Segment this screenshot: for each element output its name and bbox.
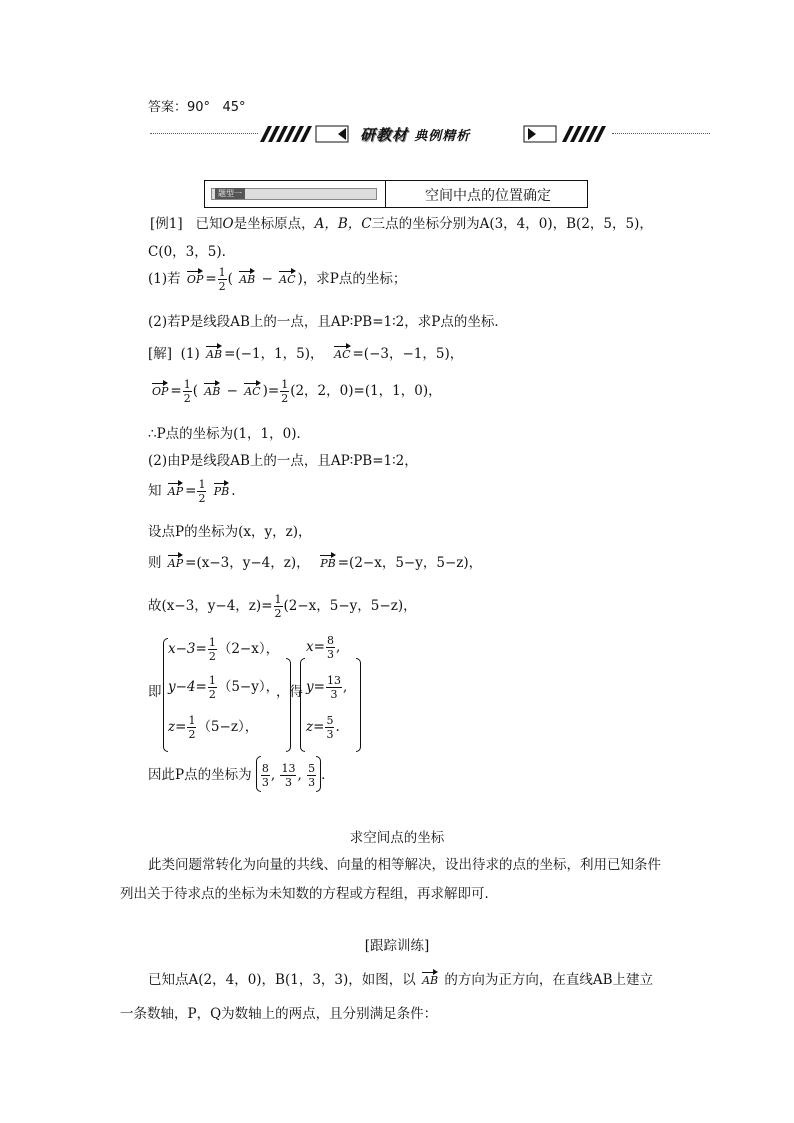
solution-ab-value: =(−1，1，5)， xyxy=(224,346,324,362)
result-y-label: y= xyxy=(306,679,325,695)
equation-1-left: x−3= xyxy=(168,641,207,657)
fraction-half xyxy=(208,674,217,701)
frac-den: 2 xyxy=(188,728,196,741)
result-brace-right xyxy=(356,658,361,752)
fraction-half xyxy=(280,378,289,405)
system-mid: ，得 xyxy=(276,684,303,700)
answer-line xyxy=(148,96,246,115)
equation-2 xyxy=(168,674,279,701)
system-brace-right xyxy=(286,658,291,752)
solution-line-6: 设点P的坐标为(x，y，z)， xyxy=(148,524,312,540)
banner-dotted-right xyxy=(612,133,710,134)
equation-3-right: （5−z）， xyxy=(197,719,259,735)
result-z: z= $\frac{5}{3}$ . xyxy=(306,714,340,741)
answer-value-2: 45° xyxy=(222,100,246,115)
equation-3-left: z= xyxy=(168,719,187,735)
frac-num: 13 xyxy=(281,762,296,775)
paren-left xyxy=(256,756,261,792)
example-text: 已知 xyxy=(195,216,223,232)
final-answer xyxy=(148,762,335,789)
practice-text: 的方向为正方向，在直线AB上建立 xyxy=(444,972,654,988)
solution-prefix: 故(x−3，y−4，z)= xyxy=(148,598,273,614)
banner-title-main: 研教材 xyxy=(360,126,409,144)
fraction-13-3 xyxy=(280,762,296,789)
frac-den: 3 xyxy=(284,776,292,789)
fraction-8-3 xyxy=(326,634,335,661)
final-coordinates: $\frac{8}{3}$ , $\frac{13}{3}$ , $\frac{5}{3}$ xyxy=(256,762,321,789)
solution-prefix: 知 xyxy=(148,483,162,499)
vector-ap: AP xyxy=(168,553,183,570)
practice-text: 已知点A(2，4，0)，B(1，3，3)，如图，以 xyxy=(148,972,416,988)
topic-box xyxy=(204,180,588,208)
question-1-suffix: ，求P点的坐标； xyxy=(302,271,407,287)
vector-op: OP xyxy=(152,381,168,398)
frac-den: 2 xyxy=(218,280,226,293)
equation-3 xyxy=(168,714,258,741)
vector-ac: AC xyxy=(279,269,295,286)
frac-den: 3 xyxy=(330,688,338,701)
solution-op-value: (2，2，0)=(1，1，0)， xyxy=(290,383,442,399)
section-banner xyxy=(150,124,710,144)
fraction-half xyxy=(208,636,217,663)
frac-den: 2 xyxy=(274,607,282,620)
frac-num: 1 xyxy=(183,378,191,391)
method-line-1: 此类问题常转化为向量的共线、向量的相等解决，设出待求的点的坐标，利用已知条件 xyxy=(148,857,661,873)
fraction-8-3 xyxy=(261,762,270,789)
equation-1 xyxy=(168,636,279,663)
equation-2-right: （5−y）， xyxy=(217,679,280,695)
banner-right-ornament xyxy=(522,124,612,144)
final-suffix: ． xyxy=(321,767,335,783)
frac-num: 1 xyxy=(281,378,289,391)
banner-title xyxy=(360,124,470,145)
result-system xyxy=(292,630,372,760)
vector-ab: AB xyxy=(206,344,222,361)
method-line-2: 列出关于待求点的坐标为未知数的方程或方程组，再求解即可． xyxy=(120,886,498,902)
example-letter-o: O xyxy=(222,216,234,232)
equation-1-right: （2−x）， xyxy=(217,641,280,657)
practice-title: [跟踪训练] xyxy=(364,938,430,954)
example-line-2: C(0，3，5). xyxy=(148,244,226,260)
solution-line-3: ∴P点的坐标为(1，1，0)． xyxy=(148,426,310,442)
result-z-label: z= xyxy=(306,719,325,735)
frac-num: 13 xyxy=(326,674,341,687)
frac-den: 3 xyxy=(326,648,334,661)
fraction-13-3 xyxy=(326,674,342,701)
solution-ap-value: =(x−3，y−4，z)， xyxy=(185,555,310,571)
frac-num: 1 xyxy=(188,714,196,727)
solution-line-7 xyxy=(148,551,482,571)
frac-num: 1 xyxy=(218,266,226,279)
solution-suffix: (2−x，5−y，5−z)， xyxy=(283,598,417,614)
frac-den: 3 xyxy=(326,728,334,741)
vector-ac: AC xyxy=(244,381,260,398)
frac-num: 8 xyxy=(261,762,269,775)
frac-num: 8 xyxy=(326,634,334,647)
example-letters-abc: A，B，C xyxy=(314,216,372,232)
question-1-prefix: (1)若 xyxy=(148,271,181,287)
question-1: (1)若 OP = $\frac{1}{2}$ ( AB − AC )，求P点的坐标； xyxy=(148,266,407,293)
solution-line-4: (2)由P是线段AB上的一点，且AP∶PB=1∶2， xyxy=(148,453,418,469)
result-x-label: x= xyxy=(306,639,325,655)
topic-divider xyxy=(385,181,386,207)
fraction-half xyxy=(183,378,192,405)
frac-num: 5 xyxy=(326,714,334,727)
vector-ab: AB xyxy=(239,269,255,286)
result-y: y= $\frac{13}{3}$ , xyxy=(306,674,348,701)
frac-num: 1 xyxy=(198,478,206,491)
vector-ab: AB xyxy=(204,381,220,398)
example-text: 是坐标原点， xyxy=(233,216,315,232)
solution-prefix: 则 xyxy=(148,555,162,571)
paren-right xyxy=(316,756,321,792)
final-prefix: 因此P点的坐标为 xyxy=(148,767,252,783)
topic-title: 空间中点的位置确定 xyxy=(425,188,551,204)
frac-num: 1 xyxy=(274,593,282,606)
vector-op: OP xyxy=(187,269,203,286)
example-label: [例1] xyxy=(150,216,183,232)
system-prefix: 即 xyxy=(148,684,162,700)
frac-den: 2 xyxy=(281,392,289,405)
solution-label: [解] xyxy=(148,346,173,362)
frac-den: 2 xyxy=(208,688,216,701)
example-text: 三点的坐标分别为 xyxy=(371,216,480,232)
frac-den: 2 xyxy=(183,392,191,405)
fraction-5-3 xyxy=(307,762,316,789)
question-2: (2)若P是线段AB上的一点，且AP∶PB=1∶2，求P点的坐标． xyxy=(148,314,508,330)
fraction-half xyxy=(218,266,227,293)
frac-den: 3 xyxy=(308,776,316,789)
method-title: 求空间点的坐标 xyxy=(349,830,445,846)
vector-ac: AC xyxy=(334,344,350,361)
solution-line-8 xyxy=(148,593,417,620)
frac-num: 1 xyxy=(208,636,216,649)
solution-line-2: OP = $\frac{1}{2}$ ( AB − AC )= $\frac{1}{2}$ (2，2，0)=(1，1，0)， xyxy=(152,378,442,405)
vector-pb: PB xyxy=(214,481,230,498)
banner-dotted-left xyxy=(150,133,258,134)
example-line-1 xyxy=(150,212,653,232)
solution-pb-value: =(2−x，5−y，5−z)， xyxy=(337,555,483,571)
practice-line-2: 一条数轴，P，Q为数轴上的两点，且分别满足条件： xyxy=(120,1006,438,1022)
vector-pb: PB xyxy=(320,553,336,570)
frac-den: 3 xyxy=(261,776,269,789)
answer-label: 答案： xyxy=(148,100,188,115)
example-coords: A(3，4，0)，B(2，5，5)， xyxy=(479,216,653,232)
banner-title-sub: 典例精析 xyxy=(414,129,471,144)
fraction-half xyxy=(274,593,283,620)
banner-left-ornament xyxy=(258,124,358,144)
result-x: x= $\frac{8}{3}$ , xyxy=(306,634,341,661)
frac-den: 2 xyxy=(198,492,206,505)
fraction-half xyxy=(187,714,196,741)
vector-ap: AP xyxy=(168,481,183,498)
frac-num: 5 xyxy=(308,762,316,775)
fraction-half xyxy=(197,478,206,505)
solution-ac-value: =(−3，−1，5)， xyxy=(352,346,464,362)
frac-den: 2 xyxy=(208,650,216,663)
solution-line-1 xyxy=(148,342,463,362)
practice-line-1 xyxy=(148,968,653,988)
equation-2-left: y−4= xyxy=(168,679,207,695)
fraction-5-3 xyxy=(325,714,334,741)
solution-line-5: 知 AP = $\frac{1}{2}$ PB . xyxy=(148,478,236,505)
frac-num: 1 xyxy=(208,674,216,687)
topic-tag-label: 题型一 xyxy=(215,188,245,199)
solution-part: (1) xyxy=(180,346,200,362)
result-brace-left xyxy=(300,658,305,752)
vector-ab: AB xyxy=(422,970,438,987)
topic-tag xyxy=(211,188,377,200)
answer-value-1: 90° xyxy=(187,100,211,115)
